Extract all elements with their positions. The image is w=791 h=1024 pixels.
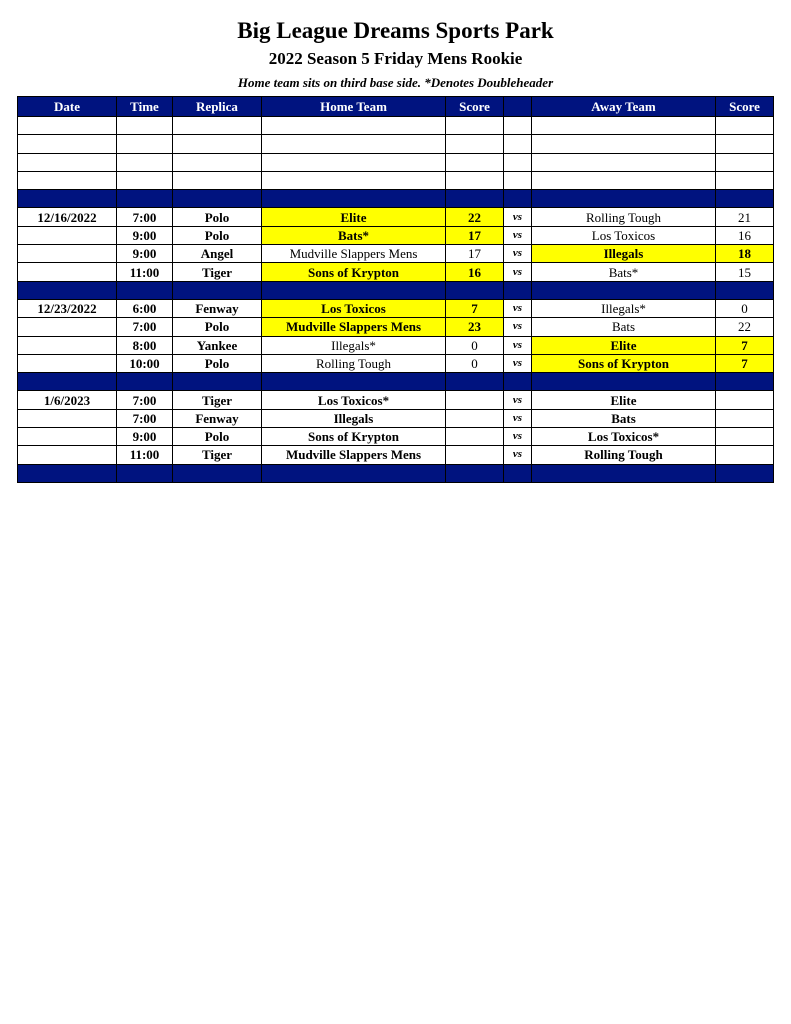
cell-away-score — [716, 153, 774, 171]
section-divider-row — [18, 373, 774, 391]
cell-time — [117, 171, 173, 189]
cell-away-score: 0 — [716, 299, 774, 317]
cell-replica — [173, 171, 262, 189]
cell-home-score — [446, 464, 504, 482]
cell-time: 7:00 — [117, 318, 173, 336]
cell-replica: Polo — [173, 208, 262, 226]
empty-row — [18, 153, 774, 171]
cell-home-team — [262, 190, 446, 208]
cell-home-score — [446, 281, 504, 299]
table-row — [18, 446, 774, 464]
cell-away-score — [716, 464, 774, 482]
cell-time: 6:00 — [117, 299, 173, 317]
cell-home-team — [262, 153, 446, 171]
cell-away-team: Elite — [532, 336, 716, 354]
cell-date — [18, 171, 117, 189]
cell-away-team: Bats — [532, 318, 716, 336]
cell-time: 9:00 — [117, 245, 173, 263]
section-divider-row — [18, 190, 774, 208]
cell-away-score — [716, 135, 774, 153]
cell-time — [117, 281, 173, 299]
header-row — [18, 97, 774, 117]
cell-time: 8:00 — [117, 336, 173, 354]
cell-home-score — [446, 190, 504, 208]
cell-away-score — [716, 281, 774, 299]
cell-home-score — [446, 117, 504, 135]
table-row — [18, 409, 774, 427]
cell-replica: Polo — [173, 226, 262, 244]
cell-vs: vs — [504, 446, 532, 464]
section-divider-row — [18, 281, 774, 299]
cell-date — [18, 409, 117, 427]
cell-away-team: Illegals* — [532, 299, 716, 317]
cell-date — [18, 245, 117, 263]
cell-away-team: Rolling Tough — [532, 208, 716, 226]
cell-away-team — [532, 171, 716, 189]
cell-home-team: Illegals* — [262, 336, 446, 354]
cell-replica: Tiger — [173, 263, 262, 281]
cell-away-score: 7 — [716, 354, 774, 372]
cell-home-score — [446, 135, 504, 153]
cell-home-score — [446, 409, 504, 427]
cell-date — [18, 226, 117, 244]
page-title: Big League Dreams Sports Park — [237, 18, 554, 43]
cell-vs — [504, 281, 532, 299]
cell-time: 9:00 — [117, 226, 173, 244]
cell-date — [18, 464, 117, 482]
empty-row — [18, 171, 774, 189]
cell-home-score: 0 — [446, 354, 504, 372]
cell-home-team — [262, 281, 446, 299]
cell-home-score — [446, 153, 504, 171]
table-row — [18, 318, 774, 336]
table-row — [18, 336, 774, 354]
cell-date — [18, 117, 117, 135]
cell-away-team — [532, 464, 716, 482]
cell-replica: Angel — [173, 245, 262, 263]
cell-vs: vs — [504, 409, 532, 427]
cell-away-team — [532, 117, 716, 135]
league-subtitle: 2022 Season 5 Friday Mens Rookie — [268, 49, 523, 68]
cell-vs: vs — [504, 299, 532, 317]
cell-time — [117, 373, 173, 391]
cell-home-team: Sons of Krypton — [262, 263, 446, 281]
cell-time: 7:00 — [117, 409, 173, 427]
cell-date — [18, 336, 117, 354]
cell-home-score: 17 — [446, 245, 504, 263]
cell-time: 7:00 — [117, 208, 173, 226]
col-vs-header — [504, 97, 532, 117]
cell-replica: Polo — [173, 428, 262, 446]
cell-replica: Fenway — [173, 299, 262, 317]
cell-vs — [504, 373, 532, 391]
cell-vs: vs — [504, 263, 532, 281]
cell-home-score: 16 — [446, 263, 504, 281]
cell-time: 11:00 — [117, 263, 173, 281]
cell-away-score — [716, 117, 774, 135]
cell-away-score: 7 — [716, 336, 774, 354]
cell-date — [18, 318, 117, 336]
cell-replica: Tiger — [173, 391, 262, 409]
cell-vs: vs — [504, 208, 532, 226]
cell-away-score — [716, 409, 774, 427]
cell-time — [117, 464, 173, 482]
cell-away-score: 16 — [716, 226, 774, 244]
cell-date — [18, 446, 117, 464]
cell-replica — [173, 373, 262, 391]
cell-home-team: Los Toxicos — [262, 299, 446, 317]
table-row — [18, 299, 774, 317]
table-row — [18, 428, 774, 446]
cell-home-team — [262, 135, 446, 153]
schedule-table — [17, 96, 774, 483]
cell-home-team — [262, 171, 446, 189]
col-away-team-header: Away Team — [532, 97, 716, 117]
cell-home-team: Mudville Slappers Mens — [262, 318, 446, 336]
cell-home-score — [446, 373, 504, 391]
cell-away-team: Los Toxicos* — [532, 428, 716, 446]
cell-vs: vs — [504, 336, 532, 354]
cell-replica — [173, 117, 262, 135]
cell-vs: vs — [504, 428, 532, 446]
cell-away-score — [716, 190, 774, 208]
cell-replica — [173, 281, 262, 299]
cell-date — [18, 428, 117, 446]
cell-home-team: Rolling Tough — [262, 354, 446, 372]
table-row — [18, 245, 774, 263]
table-row — [18, 391, 774, 409]
cell-date: 1/6/2023 — [18, 391, 117, 409]
table-row — [18, 263, 774, 281]
cell-time — [117, 153, 173, 171]
cell-away-team: Bats* — [532, 263, 716, 281]
cell-date — [18, 373, 117, 391]
table-row — [18, 354, 774, 372]
cell-vs — [504, 464, 532, 482]
section-divider-row — [18, 464, 774, 482]
cell-vs: vs — [504, 354, 532, 372]
cell-away-team: Illegals — [532, 245, 716, 263]
cell-home-score — [446, 391, 504, 409]
empty-row — [18, 135, 774, 153]
cell-away-score — [716, 171, 774, 189]
cell-home-team: Los Toxicos* — [262, 391, 446, 409]
empty-row — [18, 117, 774, 135]
cell-away-score — [716, 446, 774, 464]
col-time-header: Time — [117, 97, 173, 117]
cell-home-team: Mudville Slappers Mens — [262, 446, 446, 464]
cell-replica: Fenway — [173, 409, 262, 427]
cell-away-team: Bats — [532, 409, 716, 427]
cell-vs: vs — [504, 391, 532, 409]
cell-away-team — [532, 135, 716, 153]
cell-time: 9:00 — [117, 428, 173, 446]
cell-date: 12/16/2022 — [18, 208, 117, 226]
cell-away-score — [716, 428, 774, 446]
cell-replica — [173, 153, 262, 171]
cell-home-score: 22 — [446, 208, 504, 226]
cell-home-score — [446, 446, 504, 464]
cell-home-team: Bats* — [262, 226, 446, 244]
cell-home-score: 0 — [446, 336, 504, 354]
cell-away-score — [716, 391, 774, 409]
cell-away-team — [532, 190, 716, 208]
cell-away-team: Sons of Krypton — [532, 354, 716, 372]
cell-date — [18, 281, 117, 299]
cell-replica: Tiger — [173, 446, 262, 464]
cell-away-team — [532, 153, 716, 171]
cell-date — [18, 190, 117, 208]
cell-away-team: Elite — [532, 391, 716, 409]
cell-away-score: 18 — [716, 245, 774, 263]
cell-home-team — [262, 373, 446, 391]
cell-vs — [504, 171, 532, 189]
cell-home-score — [446, 428, 504, 446]
cell-away-score: 15 — [716, 263, 774, 281]
col-away-score-header: Score — [716, 97, 774, 117]
cell-time — [117, 190, 173, 208]
cell-home-score: 7 — [446, 299, 504, 317]
table-row — [18, 208, 774, 226]
cell-time — [117, 135, 173, 153]
col-home-score-header: Score — [446, 97, 504, 117]
cell-home-score — [446, 171, 504, 189]
cell-time: 10:00 — [117, 354, 173, 372]
table-row — [18, 226, 774, 244]
cell-away-score — [716, 373, 774, 391]
schedule-note: Home team sits on third base side. *Denotes Doubleheader — [237, 75, 554, 90]
cell-home-score: 23 — [446, 318, 504, 336]
cell-time — [117, 117, 173, 135]
cell-away-team — [532, 281, 716, 299]
cell-home-team — [262, 117, 446, 135]
cell-date — [18, 354, 117, 372]
col-date-header: Date — [18, 97, 117, 117]
cell-home-team: Elite — [262, 208, 446, 226]
cell-away-score: 21 — [716, 208, 774, 226]
cell-vs: vs — [504, 245, 532, 263]
cell-date — [18, 263, 117, 281]
cell-vs — [504, 117, 532, 135]
schedule-body — [18, 97, 774, 483]
cell-vs — [504, 153, 532, 171]
cell-replica: Polo — [173, 318, 262, 336]
col-replica-header: Replica — [173, 97, 262, 117]
cell-home-team: Illegals — [262, 409, 446, 427]
cell-home-team: Mudville Slappers Mens — [262, 245, 446, 263]
cell-replica: Polo — [173, 354, 262, 372]
cell-home-team — [262, 464, 446, 482]
cell-time: 7:00 — [117, 391, 173, 409]
cell-time: 11:00 — [117, 446, 173, 464]
cell-replica — [173, 190, 262, 208]
cell-home-score: 17 — [446, 226, 504, 244]
cell-replica — [173, 464, 262, 482]
cell-date — [18, 153, 117, 171]
cell-away-team: Rolling Tough — [532, 446, 716, 464]
cell-replica — [173, 135, 262, 153]
col-home-team-header: Home Team — [262, 97, 446, 117]
cell-replica: Yankee — [173, 336, 262, 354]
cell-vs — [504, 190, 532, 208]
cell-away-team: Los Toxicos — [532, 226, 716, 244]
cell-vs — [504, 135, 532, 153]
cell-home-team: Sons of Krypton — [262, 428, 446, 446]
cell-date: 12/23/2022 — [18, 299, 117, 317]
cell-away-team — [532, 373, 716, 391]
cell-away-score: 22 — [716, 318, 774, 336]
cell-vs: vs — [504, 226, 532, 244]
cell-date — [18, 135, 117, 153]
cell-vs: vs — [504, 318, 532, 336]
